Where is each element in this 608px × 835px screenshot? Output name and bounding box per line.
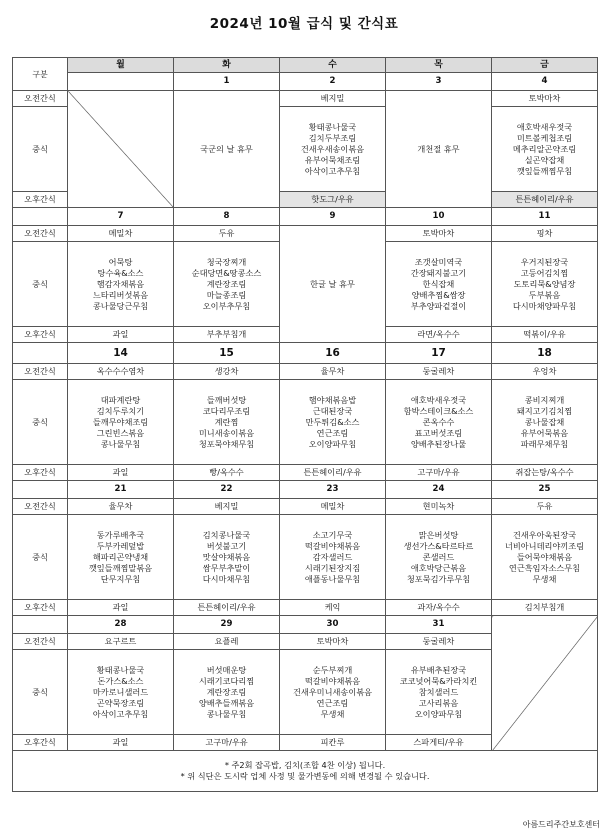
- pm-snack-cell: 과일: [68, 465, 174, 481]
- pm-snack-cell: 튼튼헤이리/우유: [280, 465, 386, 481]
- lunch-label: 중식: [13, 242, 68, 327]
- menu-item: 너비아니데리야끼조림: [504, 540, 585, 551]
- am-snack-cell: 요플레: [174, 634, 280, 650]
- lunch-cell: [386, 91, 492, 208]
- menu-item: 순대당면&땅콩소스: [191, 267, 262, 278]
- pm-snack-cell: 케익: [280, 600, 386, 616]
- am-snack-cell: 메밀차: [68, 226, 174, 242]
- date-cell: 17: [386, 343, 492, 364]
- menu-item: 맑은버섯탕: [418, 529, 459, 540]
- menu-item: 참치샐러드: [418, 686, 459, 697]
- category-header: 구분: [13, 58, 68, 91]
- menu-item: 표고버섯조림: [414, 427, 463, 438]
- pm-snack-cell: 튼튼헤이리/우유: [174, 600, 280, 616]
- am-snack-label: 오전간식: [13, 226, 68, 242]
- am-snack-cell: 두유: [174, 226, 280, 242]
- menu-item: 황태콩나물국: [308, 121, 357, 132]
- menu-item: 메추리알곤약조림: [512, 143, 577, 154]
- menu-item: 건새우아욱된장국: [512, 529, 577, 540]
- empty-cell: [492, 616, 598, 751]
- day-header: 수: [280, 58, 386, 73]
- menu-item: 들깨버섯탕: [206, 394, 247, 405]
- am-snack-cell: 핑차: [492, 226, 598, 242]
- menu-item: 대파계란탕: [100, 394, 141, 405]
- menu-item: 함박스테이크&소스: [403, 405, 474, 416]
- date-cell: 23: [280, 481, 386, 499]
- menu-item: 청포묵김가루무침: [406, 573, 471, 584]
- menu-item: 순두부찌개: [312, 664, 353, 675]
- am-snack-cell: 베지밀: [174, 499, 280, 515]
- menu-item: 청포묵야채무침: [198, 438, 255, 449]
- lunch-row: [13, 515, 598, 600]
- lunch-label: 중식: [13, 515, 68, 600]
- date-cell: 7: [68, 208, 174, 226]
- lunch-cell: [68, 515, 174, 600]
- menu-item: 마늘종조림: [206, 289, 247, 300]
- menu-item: 그린빈스볶음: [96, 427, 145, 438]
- pm-snack-label: 오후간식: [13, 192, 68, 208]
- menu-item: 애호박새우젓국: [410, 394, 467, 405]
- am-snack-row: [13, 226, 598, 242]
- lunch-cell: [386, 242, 492, 327]
- lunch-cell: [174, 91, 280, 208]
- lunch-cell: [492, 107, 598, 192]
- pm-snack-row: [13, 465, 598, 481]
- lunch-cell: [174, 515, 280, 600]
- center-name: 아름드리주간보호센터: [522, 820, 600, 829]
- pm-snack-label: 오후간식: [13, 465, 68, 481]
- menu-item: 떡갈비야채볶음: [304, 540, 361, 551]
- menu-item: 콩나물무침: [100, 438, 141, 449]
- menu-item: 떡갈비야채볶음: [304, 675, 361, 686]
- am-snack-cell: 토박마차: [492, 91, 598, 107]
- menu-item: 깻잎들깨찜무침: [516, 165, 573, 176]
- date-cell: 10: [386, 208, 492, 226]
- am-snack-row: [13, 91, 598, 107]
- lunch-cell: [174, 242, 280, 327]
- menu-item: 고사리볶음: [418, 697, 459, 708]
- lunch-cell: [280, 515, 386, 600]
- date-cell: 15: [174, 343, 280, 364]
- menu-item: 연근조림: [316, 697, 349, 708]
- menu-item: 햄감자채볶음: [96, 278, 145, 289]
- menu-item: 맛살야채볶음: [202, 551, 251, 562]
- lunch-cell: [386, 380, 492, 465]
- menu-item: 생선가스&타르타르: [403, 540, 474, 551]
- menu-item: 단무지무침: [100, 573, 141, 584]
- menu-item: 계란찜: [214, 416, 239, 427]
- menu-item: 시래기코다리찜: [198, 675, 255, 686]
- date-cell: 28: [68, 616, 174, 634]
- menu-item: 애호박새우젓국: [516, 121, 573, 132]
- menu-item: 탕수육&소스: [97, 267, 144, 278]
- menu-item: 양배추된장나물: [410, 438, 467, 449]
- lunch-label: 중식: [13, 650, 68, 735]
- am-snack-cell: 두유: [492, 499, 598, 515]
- lunch-cell: [386, 515, 492, 600]
- menu-item: 유부어묵볶음: [520, 427, 569, 438]
- date-row: [13, 343, 598, 364]
- notes-cell: [13, 751, 598, 792]
- am-snack-cell: 둥굴레차: [386, 364, 492, 380]
- pm-snack-cell: 쥐잡는탕/옥수수: [492, 465, 598, 481]
- date-cell: 8: [174, 208, 280, 226]
- menu-item: 두부카레덮밥: [96, 540, 145, 551]
- menu-item: 두부볶음: [528, 289, 561, 300]
- menu-item: 다시마채양파무침: [512, 300, 577, 311]
- date-cell: 3: [386, 73, 492, 91]
- date-cell: 9: [280, 208, 386, 226]
- menu-item: 연근조림: [316, 427, 349, 438]
- menu-item: 근대된장국: [312, 405, 353, 416]
- pm-snack-cell: 핫도그/우유: [280, 192, 386, 208]
- pm-snack-cell: 라면/옥수수: [386, 327, 492, 343]
- menu-item: 소고기무국: [312, 529, 353, 540]
- pm-snack-cell: 김치부침개: [492, 600, 598, 616]
- menu-item: 무생채: [532, 573, 557, 584]
- date-row: [13, 481, 598, 499]
- date-cell: 29: [174, 616, 280, 634]
- pm-snack-cell: 떡볶이/우유: [492, 327, 598, 343]
- lunch-cell: [280, 226, 386, 343]
- menu-item: 한글 날 휴무: [310, 278, 355, 289]
- notes-row: [13, 751, 598, 792]
- am-snack-label: 오전간식: [13, 634, 68, 650]
- header-row: [13, 58, 598, 73]
- menu-item: 계란장조림: [206, 686, 247, 697]
- menu-item: 동가루배추국: [96, 529, 145, 540]
- pm-snack-cell: 과자/옥수수: [386, 600, 492, 616]
- am-snack-row: [13, 499, 598, 515]
- menu-item: 곤약묵장조림: [96, 697, 145, 708]
- date-cell: 21: [68, 481, 174, 499]
- menu-item: 실곤약잡채: [524, 154, 565, 165]
- menu-item: 코코넛어묵&카라치킨: [399, 675, 478, 686]
- menu-item: 우거지된장국: [520, 256, 569, 267]
- menu-item: 청국장찌개: [206, 256, 247, 267]
- pm-snack-label: 오후간식: [13, 600, 68, 616]
- am-snack-cell: 율무차: [280, 364, 386, 380]
- menu-item: 조갯살미역국: [414, 256, 463, 267]
- menu-item: 콘옥수수: [422, 416, 455, 427]
- lunch-cell: [68, 650, 174, 735]
- am-snack-cell: 현미녹차: [386, 499, 492, 515]
- lunch-cell: [492, 515, 598, 600]
- menu-item: 파래무채무침: [520, 438, 569, 449]
- menu-item: 무생채: [320, 708, 345, 719]
- menu-table: [12, 57, 598, 792]
- pm-snack-cell: 피칸루: [280, 735, 386, 751]
- lunch-cell: [68, 242, 174, 327]
- lunch-cell: [492, 380, 598, 465]
- day-header: 금: [492, 58, 598, 73]
- date-cell: 16: [280, 343, 386, 364]
- am-snack-row: [13, 364, 598, 380]
- pm-snack-label: 오후간식: [13, 327, 68, 343]
- am-snack-cell: 요구르트: [68, 634, 174, 650]
- date-row: [13, 616, 598, 634]
- menu-item: 오이부추무침: [202, 300, 251, 311]
- menu-item: 김치두루치기: [96, 405, 145, 416]
- menu-item: 아삭이고추무침: [304, 165, 361, 176]
- pm-snack-cell: 스파게티/우유: [386, 735, 492, 751]
- menu-item: 햄야채볶음밥: [308, 394, 357, 405]
- menu-item: 건새우미니새송이볶음: [292, 686, 373, 697]
- menu-item: 양배추찜&쌈장: [411, 289, 466, 300]
- menu-item: 버섯불고기: [206, 540, 247, 551]
- menu-item: 고등어김치찜: [520, 267, 569, 278]
- menu-item: 어묵탕: [108, 256, 133, 267]
- lunch-cell: [174, 650, 280, 735]
- menu-item: 돼지고기김치찜: [516, 405, 573, 416]
- pm-snack-cell: 과일: [68, 327, 174, 343]
- menu-item: 황태콩나물국: [96, 664, 145, 675]
- menu-item: 깻잎들깨찜말볶음: [88, 562, 153, 573]
- am-snack-label: 오전간식: [13, 91, 68, 107]
- date-cell: 2: [280, 73, 386, 91]
- lunch-cell: [174, 380, 280, 465]
- empty-cell: [68, 91, 174, 208]
- lunch-cell: [280, 380, 386, 465]
- am-snack-cell: 토박마차: [280, 634, 386, 650]
- date-cell: 14: [68, 343, 174, 364]
- date-cell: 24: [386, 481, 492, 499]
- menu-item: 도토리묵&양념장: [513, 278, 576, 289]
- date-cell: 25: [492, 481, 598, 499]
- menu-item: 계란장조림: [206, 278, 247, 289]
- lunch-cell: [280, 107, 386, 192]
- date-cell: [68, 73, 174, 91]
- menu-item: 콩나물무침: [206, 708, 247, 719]
- menu-item: 마카로니샐러드: [92, 686, 149, 697]
- menu-item: 들어묵야채볶음: [516, 551, 573, 562]
- am-snack-cell: 생강차: [174, 364, 280, 380]
- pm-snack-cell: 고구마/우유: [386, 465, 492, 481]
- menu-item: 양배추들깨볶음: [198, 697, 255, 708]
- lunch-cell: [280, 650, 386, 735]
- note-line: * 위 식단은 도시락 업체 사정 및 물가변동에 의해 변경될 수 있습니다.: [180, 771, 430, 781]
- date-row: [13, 208, 598, 226]
- menu-item: 유부어묵채조림: [304, 154, 361, 165]
- date-cell: 31: [386, 616, 492, 634]
- menu-item: 한식잡채: [422, 278, 455, 289]
- menu-item: 콩나물잡채: [524, 416, 565, 427]
- pm-snack-cell: 고구마/우유: [174, 735, 280, 751]
- date-cell: 1: [174, 73, 280, 91]
- menu-item: 김치두부조림: [308, 132, 357, 143]
- date-cell: 4: [492, 73, 598, 91]
- menu-item: 돈가스&소스: [97, 675, 144, 686]
- menu-item: 애플동나물무침: [304, 573, 361, 584]
- menu-item: 건새우새송이볶음: [300, 143, 365, 154]
- pm-snack-cell: 부추부침개: [174, 327, 280, 343]
- page-title: 2024년 10월 급식 및 간식표: [209, 16, 399, 32]
- menu-item: 유부배추된장국: [410, 664, 467, 675]
- menu-item: 느타리버섯볶음: [92, 289, 149, 300]
- pm-snack-cell: 빵/옥수수: [174, 465, 280, 481]
- menu-item: 콩비지찌개: [524, 394, 565, 405]
- menu-item: 만두튀김&소스: [305, 416, 360, 427]
- menu-item: 부추양파겉절이: [410, 300, 467, 311]
- lunch-cell: [492, 242, 598, 327]
- menu-item: 들깨무야채조림: [92, 416, 149, 427]
- lunch-row: [13, 380, 598, 465]
- menu-item: 버섯매운탕: [206, 664, 247, 675]
- lunch-cell: [68, 380, 174, 465]
- pm-snack-label: 오후간식: [13, 735, 68, 751]
- menu-item: 해파리곤약냉채: [92, 551, 149, 562]
- am-snack-cell: 메밀차: [280, 499, 386, 515]
- lunch-label: 중식: [13, 107, 68, 192]
- am-snack-cell: 베지밀: [280, 91, 386, 107]
- am-snack-cell: 우엉차: [492, 364, 598, 380]
- menu-item: 아삭이고추무침: [92, 708, 149, 719]
- day-header: 화: [174, 58, 280, 73]
- menu-item: 쌈무부추말이: [202, 562, 251, 573]
- day-header: 월: [68, 58, 174, 73]
- menu-item: 연근흑임자소스무침: [508, 562, 581, 573]
- pm-snack-cell: 과일: [68, 735, 174, 751]
- am-snack-cell: 둥굴레차: [386, 634, 492, 650]
- menu-item: 애호박당근볶음: [410, 562, 467, 573]
- date-cell: 18: [492, 343, 598, 364]
- date-cell: 11: [492, 208, 598, 226]
- am-snack-label: 오전간식: [13, 499, 68, 515]
- lunch-label: 중식: [13, 380, 68, 465]
- am-snack-cell: 율무차: [68, 499, 174, 515]
- menu-item: 간장돼지불고기: [410, 267, 467, 278]
- date-cell: 30: [280, 616, 386, 634]
- menu-item: 김치콩나물국: [202, 529, 251, 540]
- pm-snack-cell: 과일: [68, 600, 174, 616]
- menu-item: 시래기된장지짐: [304, 562, 361, 573]
- menu-item: 미니새송이볶음: [198, 427, 255, 438]
- menu-item: 코다리무조림: [202, 405, 251, 416]
- lunch-cell: [386, 650, 492, 735]
- menu-item: 미트볼케첩조림: [516, 132, 573, 143]
- day-header: 목: [386, 58, 492, 73]
- date-cell: 22: [174, 481, 280, 499]
- pm-snack-cell: 튼튼헤이리/우유: [492, 192, 598, 208]
- menu-item: 개천절 휴무: [417, 143, 460, 154]
- menu-item: 다시마채무침: [202, 573, 251, 584]
- note-line: * 주2회 잡곡밥, 김치(조합 4찬 이상) 됩니다.: [224, 760, 386, 770]
- date-row: [13, 73, 598, 91]
- menu-item: 오이양파무침: [308, 438, 357, 449]
- menu-item: 콘샐러드: [422, 551, 455, 562]
- am-snack-cell: 토박마차: [386, 226, 492, 242]
- menu-item: 콩나물당근무침: [92, 300, 149, 311]
- am-snack-label: 오전간식: [13, 364, 68, 380]
- menu-item: 국군의 날 휴무: [200, 143, 253, 154]
- pm-snack-row: [13, 600, 598, 616]
- menu-item: 오이양파무침: [414, 708, 463, 719]
- menu-item: 감자샐러드: [312, 551, 353, 562]
- am-snack-cell: 옥수수수염차: [68, 364, 174, 380]
